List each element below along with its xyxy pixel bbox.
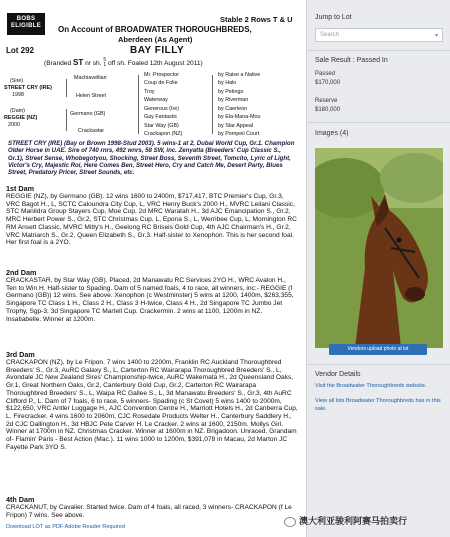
brand-prefix: (Branded [44, 60, 72, 67]
vendor-location: Aberdeen (As Agent) [118, 35, 193, 44]
g3-7: by Star Appeal [218, 123, 254, 129]
g2-7: Star Way (GB) [144, 123, 179, 129]
dam-section-3 [6, 350, 298, 451]
brand-fraction [103, 58, 106, 68]
g3-2: by Halo [218, 80, 237, 86]
g3-3: by Petingo [218, 89, 244, 95]
ped-line [138, 75, 139, 134]
dam-name: REGGIE (NZ) [4, 115, 38, 121]
dam-heading: 4th Dam [6, 495, 35, 504]
vendor-upload-button[interactable]: Vendors upload photo at lot [329, 344, 427, 355]
watermark [284, 514, 407, 527]
jump-to-lot-select[interactable] [315, 28, 443, 42]
g2-8: Crackapon (NZ) [144, 131, 183, 137]
vendor-details-title: Vendor Details [315, 371, 361, 378]
g1-dam-dam: Crackastar [78, 128, 105, 134]
chevron-down-icon: ▾ [434, 33, 438, 39]
reserve-label: Reserve [315, 98, 338, 104]
horse-sex-colour: BAY FILLY [130, 45, 185, 56]
lot-number: Lot 292 [6, 46, 35, 55]
pedigree-table [4, 72, 296, 138]
brand-frac-top: 5 [103, 57, 107, 64]
g1-dam-sire: Germano (GB) [70, 111, 106, 117]
sire-label: (Sire) [10, 78, 24, 84]
g2-5: Generous (Ire) [144, 106, 180, 112]
divider [307, 364, 450, 365]
bobs-logo [7, 13, 45, 35]
images-title: Images (4) [315, 130, 349, 137]
sidebar [306, 0, 450, 537]
dam-heading: 2nd Dam [6, 268, 37, 277]
g3-5: by Caerleon [218, 106, 248, 112]
stable-location: Stable 2 Rows T & U [220, 15, 293, 24]
g1-sire-dam: Helen Street [76, 93, 106, 99]
dam-text: REGGIE (NZ), by Germano (GB). 12 wins 1600 to 2400m, $717,417, BTC Premier's Cup, Gr.3, VRC Bagot H., L, SCTC Caloundra City Cup, L, VRC Henry Buck's 2000 H., MVRC Leilani Classic, STC Manildra Group Stayers Cup, Moe Cup, 2d MRC Waratah H., 3d AJC Emancipation S., Gr.2, MRC Herbert Power S., Gr.2, STC Christmas Cup, L, Epona S., L, Werribee Cup, L, Mornington RC RM Ansett Classic, MVRC Mitty's H., Geelong RC Briseis Gold Cup, 4th AJC Chairman's H., Gr.2, VRC Matriarch S., Gr.2, Queen Elizabeth S., Gr.3. Half-sister to Xenophon. This is her second foal. Her first foal is a 2YO. [6, 193, 297, 247]
passed-label: Passed [315, 71, 336, 77]
sire-name: STREET CRY (IRE) [4, 85, 52, 91]
passed-value: $170,000 [315, 80, 341, 86]
sire-description: STREET CRY (IRE) (Bay or Brown 1998-Stud 2003). 5 wins-1 at 2, Dubai World Cup, Gr.1. Champion Older Horse in UAE. Sire of 740 rnrs, 492 wnrs, 58 SW, inc. Zenyatta (Breeders' Cup Classic S., Gr.1), Street Sense, Whobegotyou, Shocking, Street Boss, Seventh Street, Tomcito, Lyric of Light, Victor's Cry, Majestic Roi, Here Comes Ben, Street Hero, Cry and Catch Me, Desert Party, Blues Street, Predatory Pricer, Street Sounds, etc. [8, 140, 295, 177]
dam-heading: 3rd Dam [6, 350, 35, 359]
watermark-text: 澳大利亚骏利阿赛马拍卖行 [299, 516, 408, 526]
divider [307, 122, 450, 123]
dam-heading: 1st Dam [6, 184, 34, 193]
vendor-website-text[interactable]: Visit the Broadwater Thoroughbreds website. [315, 383, 427, 389]
ped-line [66, 109, 67, 131]
wechat-icon [284, 517, 296, 527]
g2-2: Coup de Folie [144, 80, 178, 86]
vendor-account: On Account of BROADWATER THOROUGHBREDS, [58, 25, 252, 34]
g2-3: Troy [144, 89, 155, 95]
ped-line [212, 75, 213, 134]
dam-text: CRACKASTAR, by Star Way (GB). Placed, 2d Manawatu RC Services 2YO H., WRC Avalon H., Ten to Win H. Half-sister to Spading. Dam of 5 named foals, 4 to race, all winners, inc:- REGGIE (f Germano (GB)) 12 wins. See above. Xenophon (c Westminster) 5 wins at 1200, 1400m, $263,355, Singapore TC Class 1 H., Class 2 H., Class 3 H-twice, Class 4 H., 2d Singapore TC Jumbo Jet Trophy, Sgp-3, 3d Singapore TC Martell Cup. Crackermin. 2 wins at 1100, 1200m in NZ. Insatiabelle. Winner at 1200m. [6, 277, 294, 323]
divider [307, 50, 450, 51]
g3-8: by Pompeii Court [218, 131, 260, 137]
dam-section-1 [6, 184, 298, 247]
g3-4: by Riverman [218, 97, 249, 103]
sale-result-title: Sale Result : Passed In [315, 57, 388, 64]
g3-6: by Ela-Mana-Mou [218, 114, 261, 120]
reserve-value: $180,000 [315, 107, 341, 113]
vendor-lots-text[interactable]: View all lots Broadwater Thoroughbreds has in this sale. [315, 398, 441, 412]
brand-mid: nr sh. [85, 60, 102, 67]
vendor-lots-link[interactable] [315, 398, 445, 413]
dam-section-2 [6, 268, 298, 323]
g2-4: Waterway [144, 97, 168, 103]
jump-to-lot-title: Jump to Lot [315, 14, 352, 21]
logo-text: BOBS ELIGIBLE [10, 16, 42, 29]
dam-text: CRACKANUT, by Cavalier. Started twice. Dam of 4 foals, all raced, 3 winners- CRACKAPON (f Le Fripon) 7 wins. See above. [6, 504, 292, 519]
g1-sire-sire: Machiavellian [74, 75, 107, 81]
brand-frac-bottom: 1 [103, 62, 107, 69]
vendor-website-link[interactable] [315, 383, 445, 391]
horse-photo[interactable] [315, 148, 443, 348]
g2-6: Gay Fantastic [144, 114, 178, 120]
brand-suffix: off sh. Foaled 12th August 2011) [108, 60, 203, 67]
dam-text: CRACKAPON (NZ), by Le Fripon. 7 wins 1400 to 2200m, Franklin RC Auckland Thoroughbred Breeders' S., Gr.3, AuRC Galaxy S., L, Carterton RC Wairarapa Thoroughbred Breeders' S., L, Avondale JC New Zealand Sires' Championship-twice, AuRC Wakemata H., 2d Queensland Oaks, Gr.1, Great Northern Oaks, Gr.2, Canterbury Gold Cup, Gr.2, Carterton RC Wairarapa Thoroughbred Breeders' S., L, Waipa RC Gallee S., L, 3d Manawatu Breeders' S., Gr.3, 4th AuRC Clifford P., L. Dam of 7 foals, 6 to race, 5 winners- Spading (c St Covet) 5 wins 1400 to 2000m, $122,650, VRC Antler Luggage H., AJC Convention Centre H., Marriott Hotels H., 2d Canberra Cup, L. Firecracker. 4 wins 1600 to 2060m, CJC Rosedale Products Welter H., Canterbury Saddlery H., 2d CJC Dallington H., 3d HBJC Pete Carver H. Le Cracker. 2 wins at 1600, 2150m. Mollys Girl. Winner at 1700m in NZ. Christmas Cracker. Winner at 1600m in NZ. Brigadoon. Unraced. Grandam of- Flamin' Paris - Best Action (Mac.). 11 wins 1000 to 1200m, $391,078 in Macau, 2d Marton JC Fayette Park 3YO S. [6, 359, 298, 451]
brand-symbol: ST [72, 58, 84, 67]
download-pdf-link[interactable]: Download LOT as PDF Adobe Reader Required [6, 524, 125, 530]
g3-1: by Raise a Native [218, 72, 261, 78]
g2-1: Mr. Prospector [144, 72, 180, 78]
sire-year: 1998 [12, 92, 24, 98]
dam-section-4 [6, 495, 298, 519]
dam-year: 2000 [8, 122, 20, 128]
dam-label: (Dam) [10, 108, 25, 114]
brand-line [44, 58, 203, 68]
ped-line [66, 79, 67, 97]
horse-photo-image [315, 148, 443, 348]
jump-placeholder: Search [320, 32, 340, 38]
